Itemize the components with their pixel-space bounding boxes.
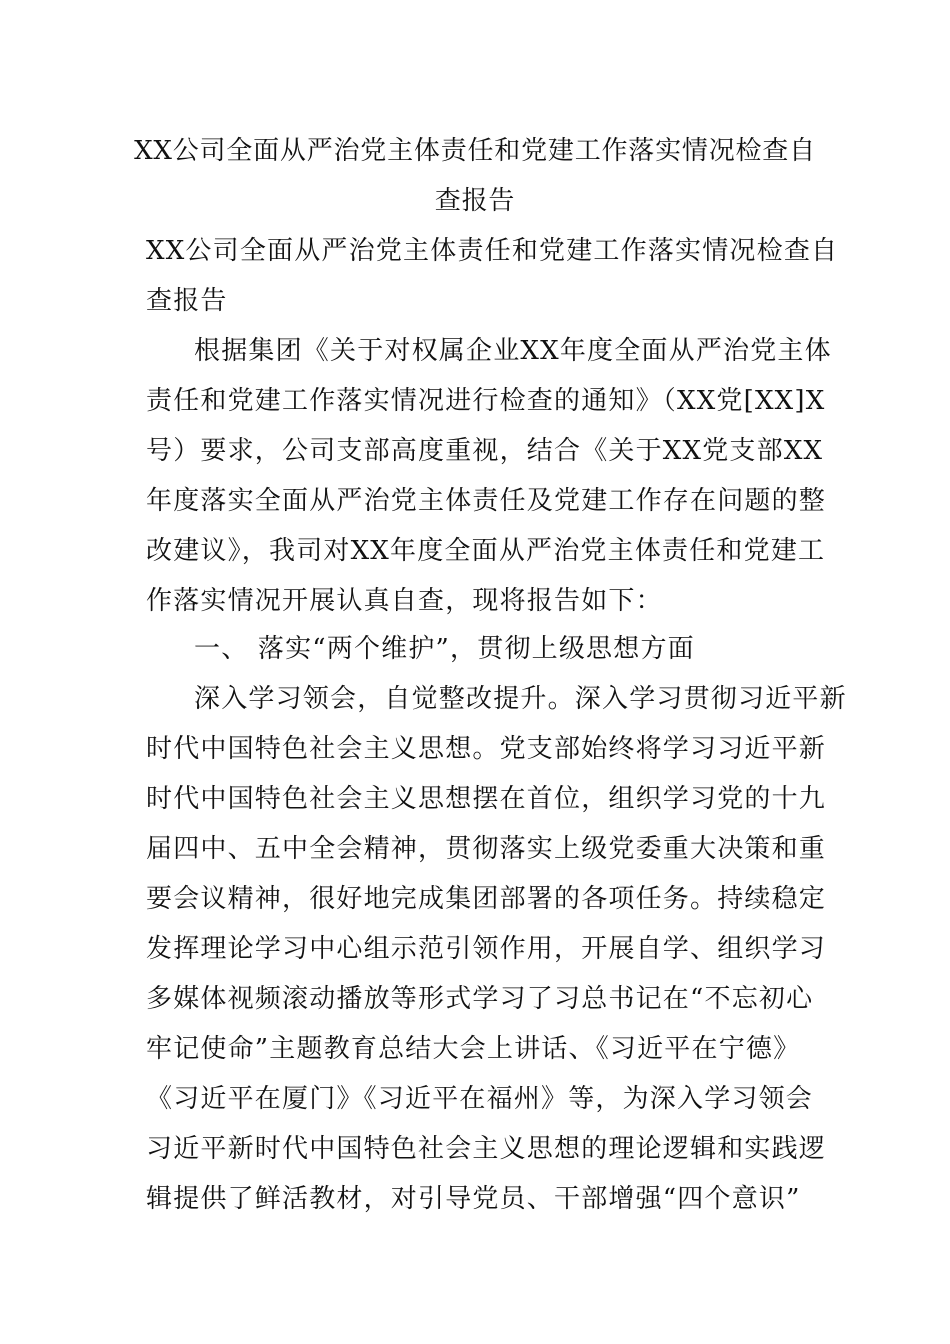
subtitle-line-2: 查报告	[146, 286, 228, 316]
paragraph1-line-6: 作落实情况开展认真自查，现将报告如下：	[146, 586, 663, 616]
paragraph1-line-3: 号）要求，公司支部高度重视，结合《关于XX党支部XX	[146, 436, 824, 466]
section1-heading: 一、 落实“两个维护”，贯彻上级思想方面	[194, 634, 695, 664]
paragraph1-line-2: 责任和党建工作落实情况进行检查的通知》（XX党[XX]X	[146, 386, 826, 416]
paragraph1-line-1: 根据集团《关于对权属企业XX年度全面从严治党主体	[194, 336, 832, 366]
paragraph2-line-2: 时代中国特色社会主义思想。党支部始终将学习习近平新	[146, 734, 827, 764]
paragraph2-line-1: 深入学习领会，自觉整改提升。深入学习贯彻习近平新	[194, 684, 847, 714]
paragraph2-line-9: 《习近平在厦门》《习近平在福州》等，为深入学习领会	[146, 1084, 814, 1114]
paragraph2-line-6: 发挥理论学习中心组示范引领作用，开展自学、组织学习	[146, 934, 827, 964]
subtitle-line-1: XX公司全面从严治党主体责任和党建工作落实情况检查自	[146, 236, 839, 266]
paragraph2-line-7: 多媒体视频滚动播放等形式学习了习总书记在“不忘初心	[146, 984, 814, 1014]
paragraph2-line-10: 习近平新时代中国特色社会主义思想的理论逻辑和实践逻	[146, 1134, 827, 1164]
document-title-line-1: XX公司全面从严治党主体责任和党建工作落实情况检查自	[134, 136, 816, 166]
paragraph2-line-11: 辑提供了鲜活教材，对引导党员、干部增强“四个意识”	[146, 1184, 801, 1214]
paragraph1-line-4: 年度落实全面从严治党主体责任及党建工作存在问题的整	[146, 486, 827, 516]
paragraph2-line-8: 牢记使命”主题教育总结大会上讲话、《习近平在宁德》	[146, 1034, 801, 1064]
document-title-line-2: 查报告	[434, 186, 516, 216]
paragraph1-line-5: 改建议》，我司对XX年度全面从严治党主体责任和党建工	[146, 536, 826, 566]
paragraph2-line-3: 时代中国特色社会主义思想摆在首位，组织学习党的十九	[146, 784, 827, 814]
paragraph2-line-5: 要会议精神，很好地完成集团部署的各项任务。持续稳定	[146, 884, 827, 914]
paragraph2-line-4: 届四中、五中全会精神，贯彻落实上级党委重大决策和重	[146, 834, 827, 864]
